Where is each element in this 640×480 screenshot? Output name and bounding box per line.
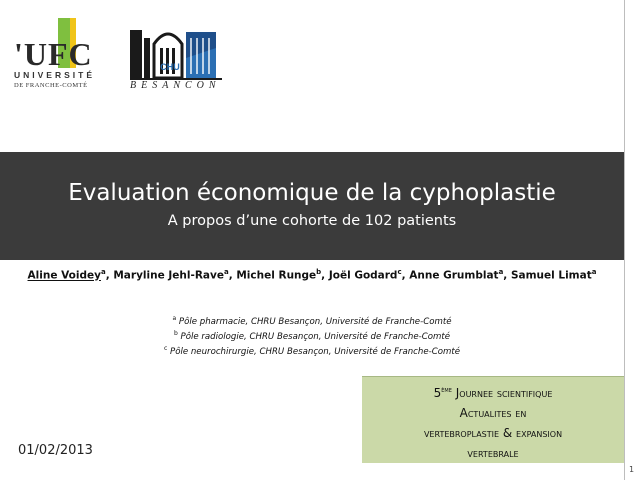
conference-line1 [362,380,624,403]
author-name: Samuel Limat [510,269,592,282]
slide-subtitle: A propos d’une cohorte de 102 patients [167,213,457,229]
slide-title: Evaluation économique de la cyphoplastie [68,180,556,206]
conference-number-suffix: ème [441,386,452,394]
author-affil-marker: a [591,268,597,276]
author-name: Aline Voidey [27,269,101,282]
conference-line1-text: Journee scientifique [455,386,553,400]
affiliation-marker: a [172,315,177,322]
affiliation-text: Pôle pharmacie, CHRU Besançon, Université de Franche-Comté [178,316,452,327]
conference-title [362,380,624,463]
affiliations [0,313,624,358]
slide-border [624,0,625,480]
affiliation-marker: c [163,344,168,352]
affiliation-text: Pôle neurochirurgie, CHRU Besançon, Université de Franche-Comté [170,346,461,357]
affiliation-line [0,343,624,358]
author-affil-marker: c [397,268,402,276]
presentation-date: 01/02/2013 [18,443,93,458]
ufc-logo-line2: DE FRANCHE-COMTÉ [14,82,88,89]
affiliation-text: Pôle radiologie, CHRU Besançon, Université de Franche-Comté [180,331,451,342]
chu-badge: CHU [160,62,180,72]
author-name: Maryline Jehl-Rave [113,269,224,282]
affiliation-line [0,313,624,328]
conference-line3: vertebroplastie & expansion [423,426,563,440]
chu-logo-name: BESANCON [130,80,221,91]
author-name: Michel Runge [236,269,317,282]
author-name: Anne Grumblat [409,269,499,282]
authors-line: Aline Voidey$^a$, Maryline Jehl-Rave$^a$, Michel Runge$^b$, Joël Godard$^c$, Anne Grumblat$^a$, Samuel Limat$^a$ [27,268,597,282]
ufc-logo [14,14,120,92]
conference-line2: Actualites en [459,406,527,420]
page-number: 1 [629,465,635,474]
affiliation-line [0,328,624,343]
title-band [0,152,624,260]
author-name: Joël Godard [328,269,398,282]
conference-number: 5 [433,386,442,400]
author-affil-marker: a [100,268,106,276]
ufc-logo-letters: 'UFC [14,36,93,72]
author-affil-marker: a [223,268,229,276]
author-affil-marker: a [498,268,504,276]
affiliation-marker: b [173,329,178,337]
ufc-logo-line1: UNIVERSITÉ [14,70,96,80]
conference-line4: vertebrale [467,446,519,460]
author-affil-marker: b [316,268,322,276]
